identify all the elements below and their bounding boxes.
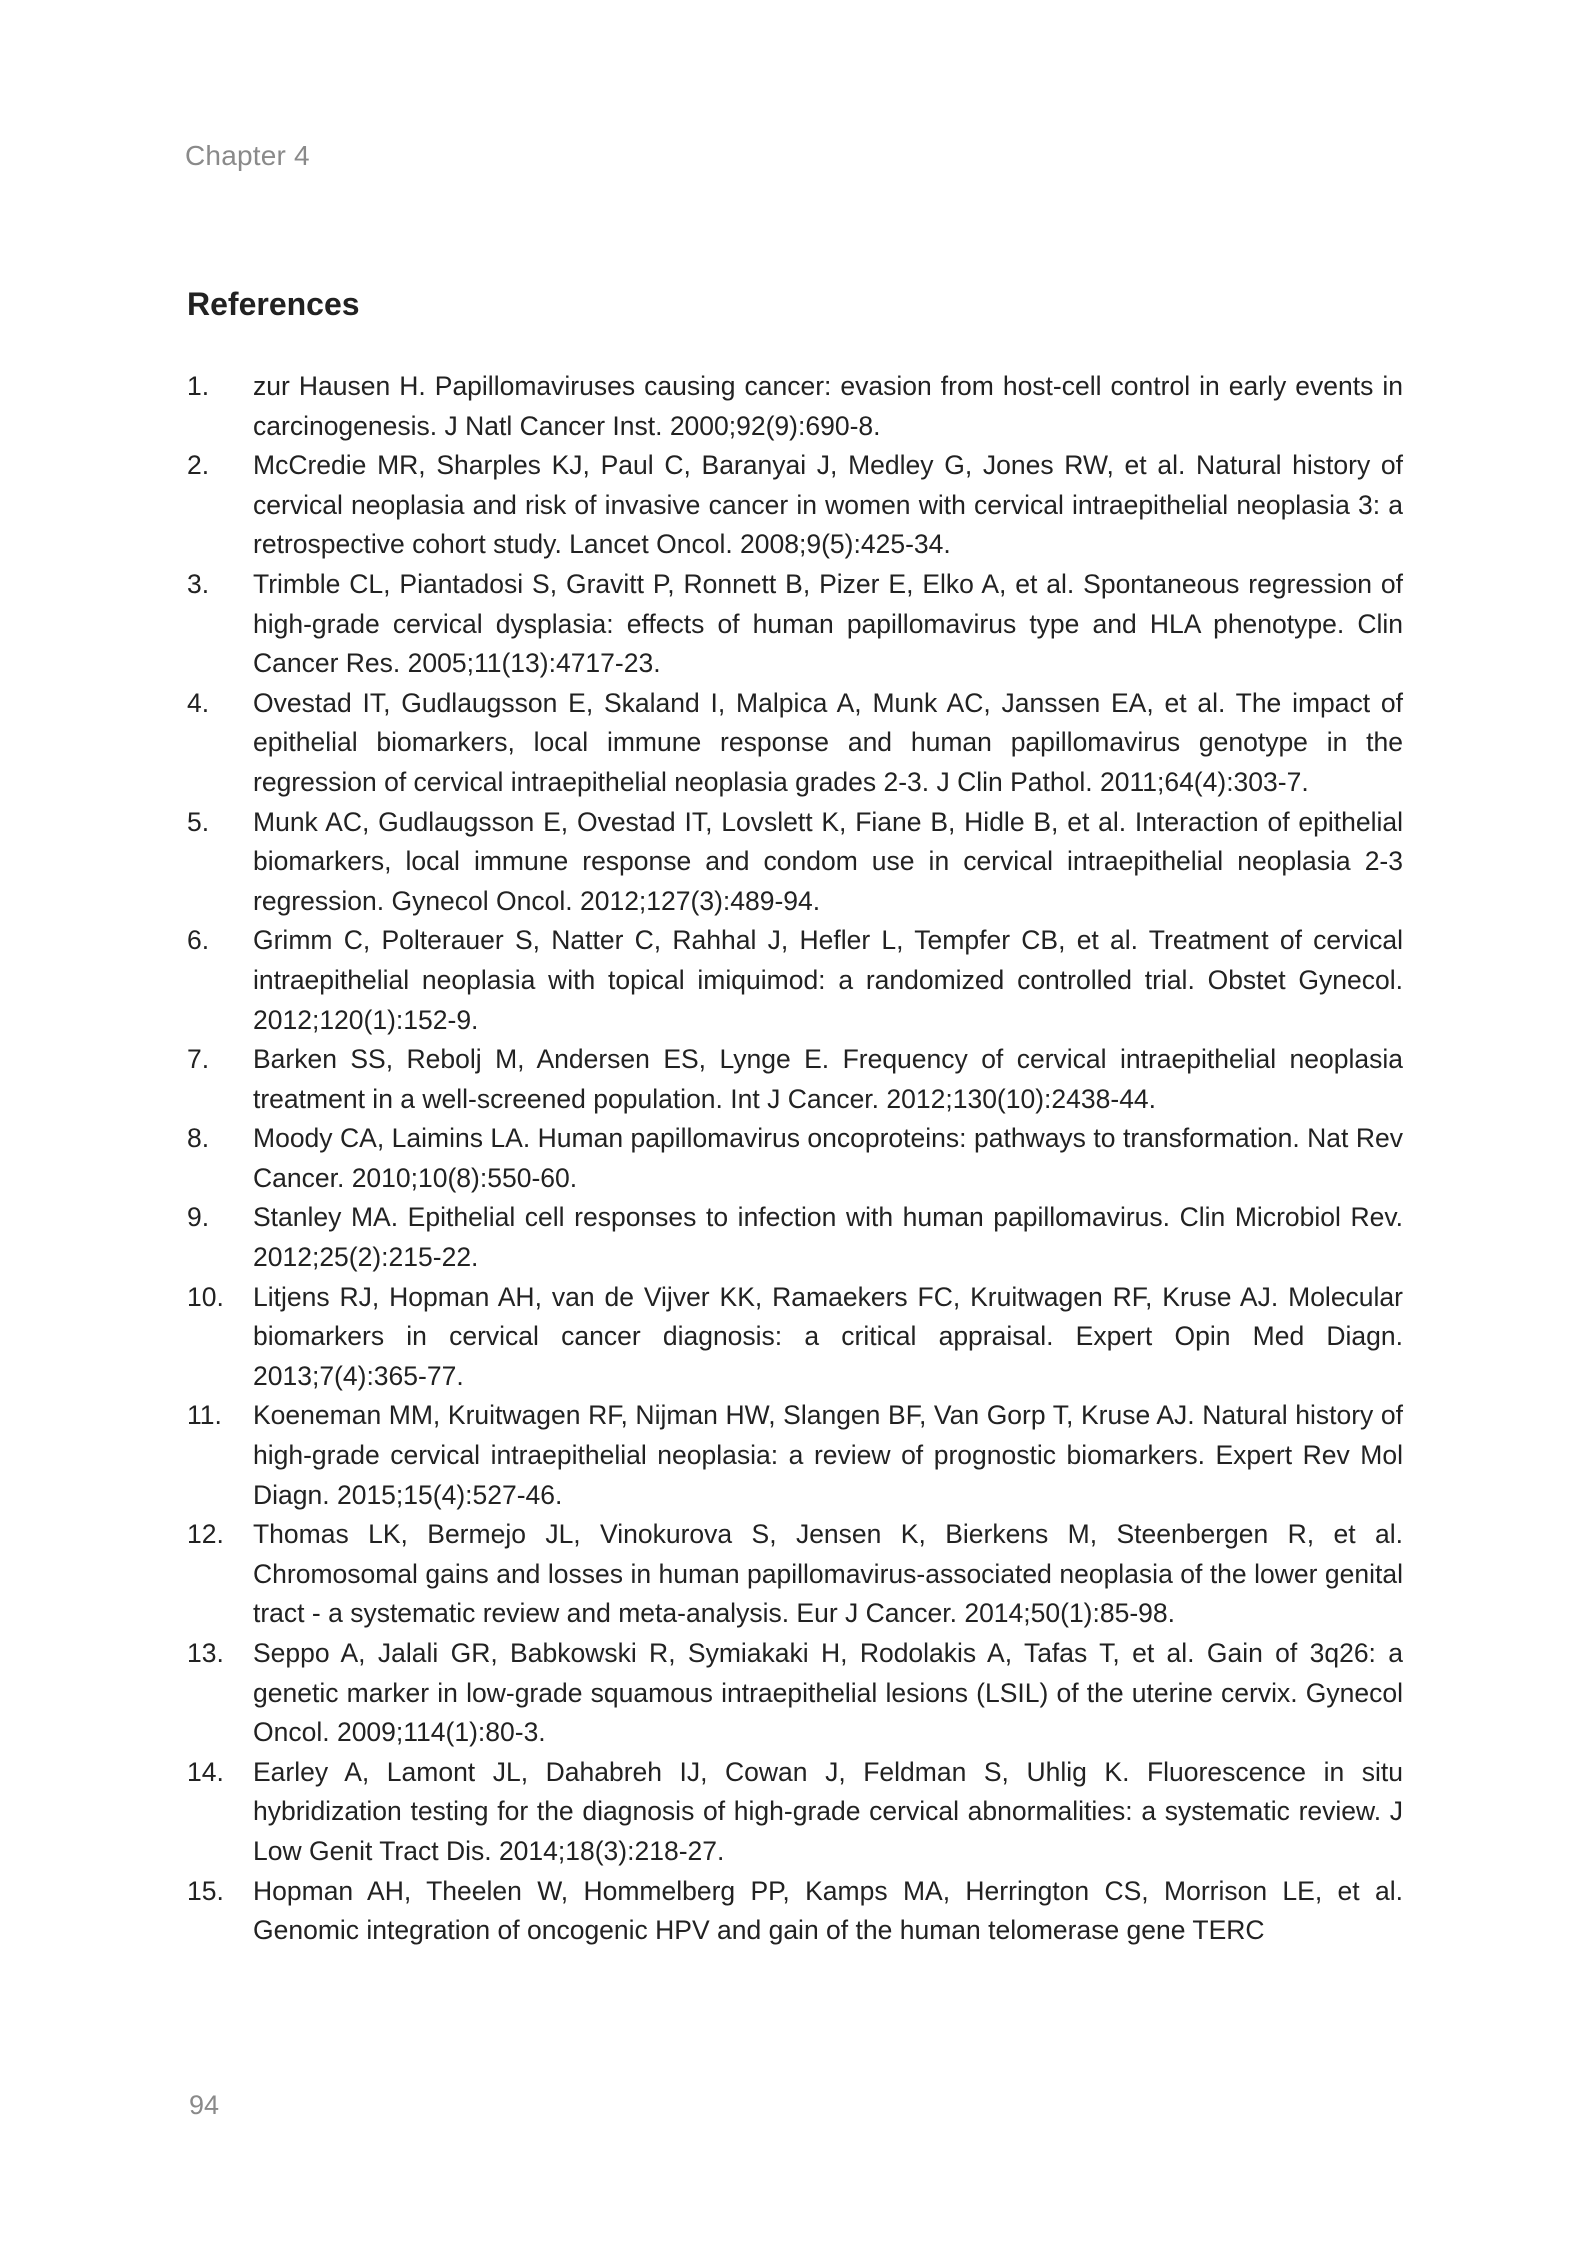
- reference-number: 15.: [187, 1875, 224, 1906]
- reference-text: Stanley MA. Epithelial cell responses to infection with human papillomavirus. Clin Microbiol Rev. 2012;25(2):215-22.: [253, 1202, 1403, 1273]
- reference-item: [187, 1198, 1403, 1277]
- reference-item: [187, 921, 1403, 1040]
- reference-text: Trimble CL, Piantadosi S, Gravitt P, Ronnett B, Pizer E, Elko A, et al. Spontaneous regression of high-grade cervical dysplasia: effects of human papillomavirus type and HLA phenotype. Clin Cancer Res. 2005;11(13):4717-23.: [253, 568, 1403, 679]
- reference-text: Thomas LK, Bermejo JL, Vinokurova S, Jensen K, Bierkens M, Steenbergen R, et al. Chromosomal gains and losses in human papillomavirus-associated neoplasia of the lower genital tract - a systematic review and meta-analysis. Eur J Cancer. 2014;50(1):85-98.: [253, 1519, 1403, 1629]
- reference-text: Earley A, Lamont JL, Dahabreh IJ, Cowan J, Feldman S, Uhlig K. Fluorescence in situ hybridization testing for the diagnosis of high-grade cervical abnormalities: a systematic review. J Low Genit Tract Dis. 2014;18(3):218-27.: [253, 1756, 1403, 1866]
- reference-number: 13.: [187, 1638, 224, 1668]
- reference-text: Seppo A, Jalali GR, Babkowski R, Symiakaki H, Rodolakis A, Tafas T, et al. Gain of 3q26: a genetic marker in low-grade squamous intraepithelial lesions (LSIL) of the uterine cervix. Gynecol Oncol. 2009;114(1):80-3.: [253, 1638, 1403, 1748]
- reference-number: 11.: [187, 1400, 222, 1431]
- reference-number: 3.: [187, 568, 210, 599]
- reference-item: [187, 1119, 1403, 1198]
- reference-text: Munk AC, Gudlaugsson E, Ovestad IT, Lovslett K, Fiane B, Hidle B, et al. Interaction of epithelial biomarkers, local immune response and condom use in cervical intraepithelial neoplasia 2-3 regression. Gynecol Oncol. 2012;127(3):489-94.: [253, 806, 1403, 916]
- reference-number: 4.: [187, 687, 210, 718]
- reference-number: 2.: [187, 450, 210, 481]
- page-number: 94: [189, 2090, 220, 2120]
- reference-text: zur Hausen H. Papillomaviruses causing cancer: evasion from host-cell control in early events in carcinogenesis. J Natl Cancer Inst. 2000;92(9):690-8.: [253, 371, 1403, 441]
- reference-text: Moody CA, Laimins LA. Human papillomavirus oncoproteins: pathways to transformation. Nat Rev Cancer. 2010;10(8):550-60.: [253, 1123, 1403, 1193]
- reference-text: Barken SS, Rebolj M, Andersen ES, Lynge E. Frequency of cervical intraepithelial neoplasia treatment in a well-screened population. Int J Cancer. 2012;130(10):2438-44.: [253, 1044, 1403, 1114]
- reference-text: Litjens RJ, Hopman AH, van de Vijver KK, Ramaekers FC, Kruitwagen RF, Kruse AJ. Molecular biomarkers in cervical cancer diagnosis: a critical appraisal. Expert Opin Med Diagn. 2013;7(4):365-77.: [253, 1281, 1403, 1391]
- reference-item: [187, 1278, 1403, 1397]
- reference-number: 12.: [187, 1519, 224, 1550]
- reference-number: 7.: [187, 1044, 210, 1075]
- reference-number: 14.: [187, 1756, 224, 1787]
- reference-number: 8.: [187, 1123, 210, 1154]
- reference-item: [187, 1040, 1403, 1119]
- reference-number: 6.: [187, 925, 210, 956]
- references-heading: References: [187, 286, 360, 322]
- reference-text: Koeneman MM, Kruitwagen RF, Nijman HW, Slangen BF, Van Gorp T, Kruse AJ. Natural history of high-grade cervical intraepithelial neoplasia: a review of prognostic biomarkers. Expert Rev Mol Diagn. 2015;15(4):527-46.: [253, 1400, 1403, 1510]
- reference-number: 1.: [187, 371, 210, 401]
- reference-item: [187, 446, 1403, 565]
- reference-text: Hopman AH, Theelen W, Hommelberg PP, Kamps MA, Herrington CS, Morrison LE, et al. Genomic integration of oncogenic HPV and gain of the human telomerase gene TERC: [253, 1875, 1403, 1946]
- reference-number: 9.: [187, 1202, 210, 1233]
- reference-item: [187, 803, 1403, 922]
- reference-text: McCredie MR, Sharples KJ, Paul C, Baranyai J, Medley G, Jones RW, et al. Natural history of cervical neoplasia and risk of invasive cancer in women with cervical intraepithelial neoplasia 3: a retrospective cohort study. Lancet Oncol. 2008;9(5):425-34.: [253, 450, 1403, 560]
- reference-item: [187, 684, 1403, 803]
- reference-item: [187, 1515, 1403, 1634]
- reference-text: Grimm C, Polterauer S, Natter C, Rahhal J, Hefler L, Tempfer CB, et al. Treatment of cervical intraepithelial neoplasia with topical imiquimod: a randomized controlled trial. Obstet Gynecol. 2012;120(1):152-9.: [253, 925, 1403, 1035]
- reference-text: Ovestad IT, Gudlaugsson E, Skaland I, Malpica A, Munk AC, Janssen EA, et al. The impact of epithelial biomarkers, local immune response and human papillomavirus genotype in the regression of cervical intraepithelial neoplasia grades 2-3. J Clin Pathol. 2011;64(4):303-7.: [253, 687, 1403, 797]
- reference-number: 5.: [187, 806, 210, 837]
- reference-number: 10.: [187, 1281, 224, 1312]
- reference-item: [187, 1872, 1403, 1951]
- reference-item: [187, 1753, 1403, 1872]
- reference-list: [187, 367, 1403, 1951]
- reference-item: [187, 1634, 1403, 1753]
- reference-item: [187, 367, 1403, 446]
- chapter-header: Chapter 4: [185, 140, 310, 171]
- reference-item: [187, 1396, 1403, 1515]
- reference-item: [187, 565, 1403, 684]
